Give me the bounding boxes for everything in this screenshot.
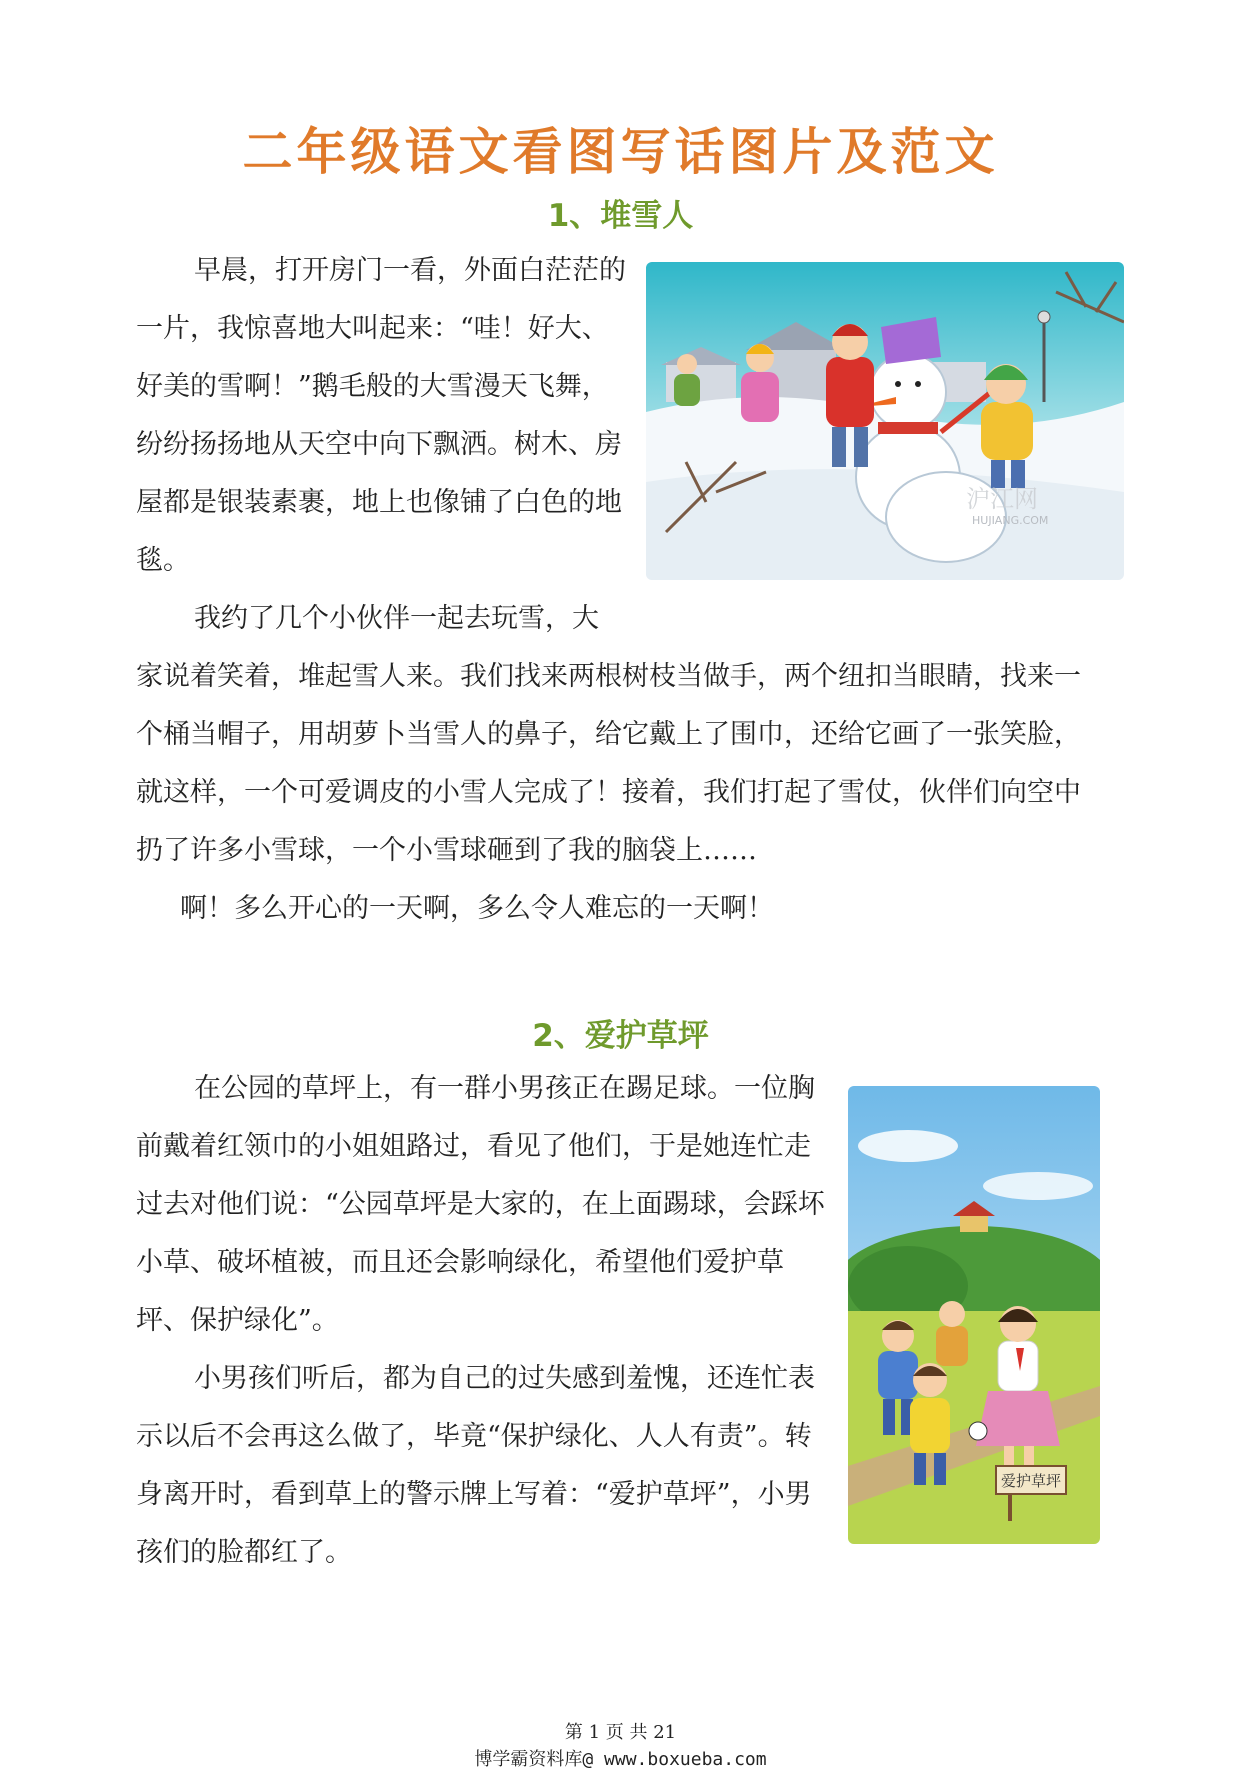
- sign-text: 爱护草坪: [1000, 1472, 1062, 1490]
- snowman-paragraph-1-text: 早晨，打开房门一看，外面白茫茫的一片，我惊喜地大叫起来：“哇！好大、好美的雪啊！”鹅毛般的大雪漫天飞舞，纷纷扬扬地从天空中向下飘洒。树木、房屋都是银装素裹，地上也像铺了白色的地毯。: [136, 255, 626, 576]
- snowman-illustration: [646, 262, 1124, 580]
- lawn-paragraph-2: [136, 1350, 832, 1582]
- section-heading-snowman: 1、堆雪人: [547, 198, 694, 234]
- section-heading-lawn: 2、爱护草坪: [532, 1018, 709, 1054]
- snowman-paragraph-1: [136, 242, 626, 590]
- snowman-paragraph-2-top-text: 我约了几个小伙伴一起去玩雪，大: [194, 603, 599, 634]
- lawn-paragraph-2-text: 小男孩们听后，都为自己的过失感到羞愧，还连忙表示以后不会再这么做了，毕竟“保护绿化、人人有责”。转身离开时，看到草上的警示牌上写着：“爱护草坪”，小男孩们的脸都红了。: [136, 1363, 815, 1568]
- watermark-url: HUJIANG.COM: [972, 514, 1049, 527]
- lawn-paragraph-1-text: 在公园的草坪上，有一群小男孩正在踢足球。一位胸前戴着红领巾的小姐姐路过，看见了他们，于是她连忙走过去对他们说：“公园草坪是大家的，在上面踢球，会踩坏小草、破坏植被，而且还会影响绿化，希望他们爱护草坪、保护绿化”。: [136, 1073, 825, 1336]
- snowman-paragraph-2-top: [136, 590, 626, 648]
- lawn-illustration: [848, 1086, 1100, 1544]
- snowman-paragraph-3-text: 啊！多么开心的一天啊，多么令人难忘的一天啊！: [180, 893, 774, 924]
- lawn-paragraph-1: [136, 1060, 832, 1350]
- snowman-paragraph-3: [136, 880, 1102, 938]
- document-title: 二年级语文看图写话图片及范文: [242, 122, 999, 181]
- watermark-text: 沪江网: [966, 485, 1038, 513]
- page-number: 第 1 页 共 21: [564, 1722, 677, 1743]
- snowman-paragraph-2-rest: 家说着笑着，堆起雪人来。我们找来两根树枝当做手，两个纽扣当眼睛，找来一个桶当帽子，用胡萝卜当雪人的鼻子，给它戴上了围巾，还给它画了一张笑脸，就这样，一个可爱调皮的小雪人完成了！接着，我们打起了雪仗，伙伴们向空中扔了许多小雪球，一个小雪球砸到了我的脑袋上……: [136, 661, 1081, 866]
- site-footer: 博学霸资料库@ www.boxueba.com: [474, 1749, 767, 1770]
